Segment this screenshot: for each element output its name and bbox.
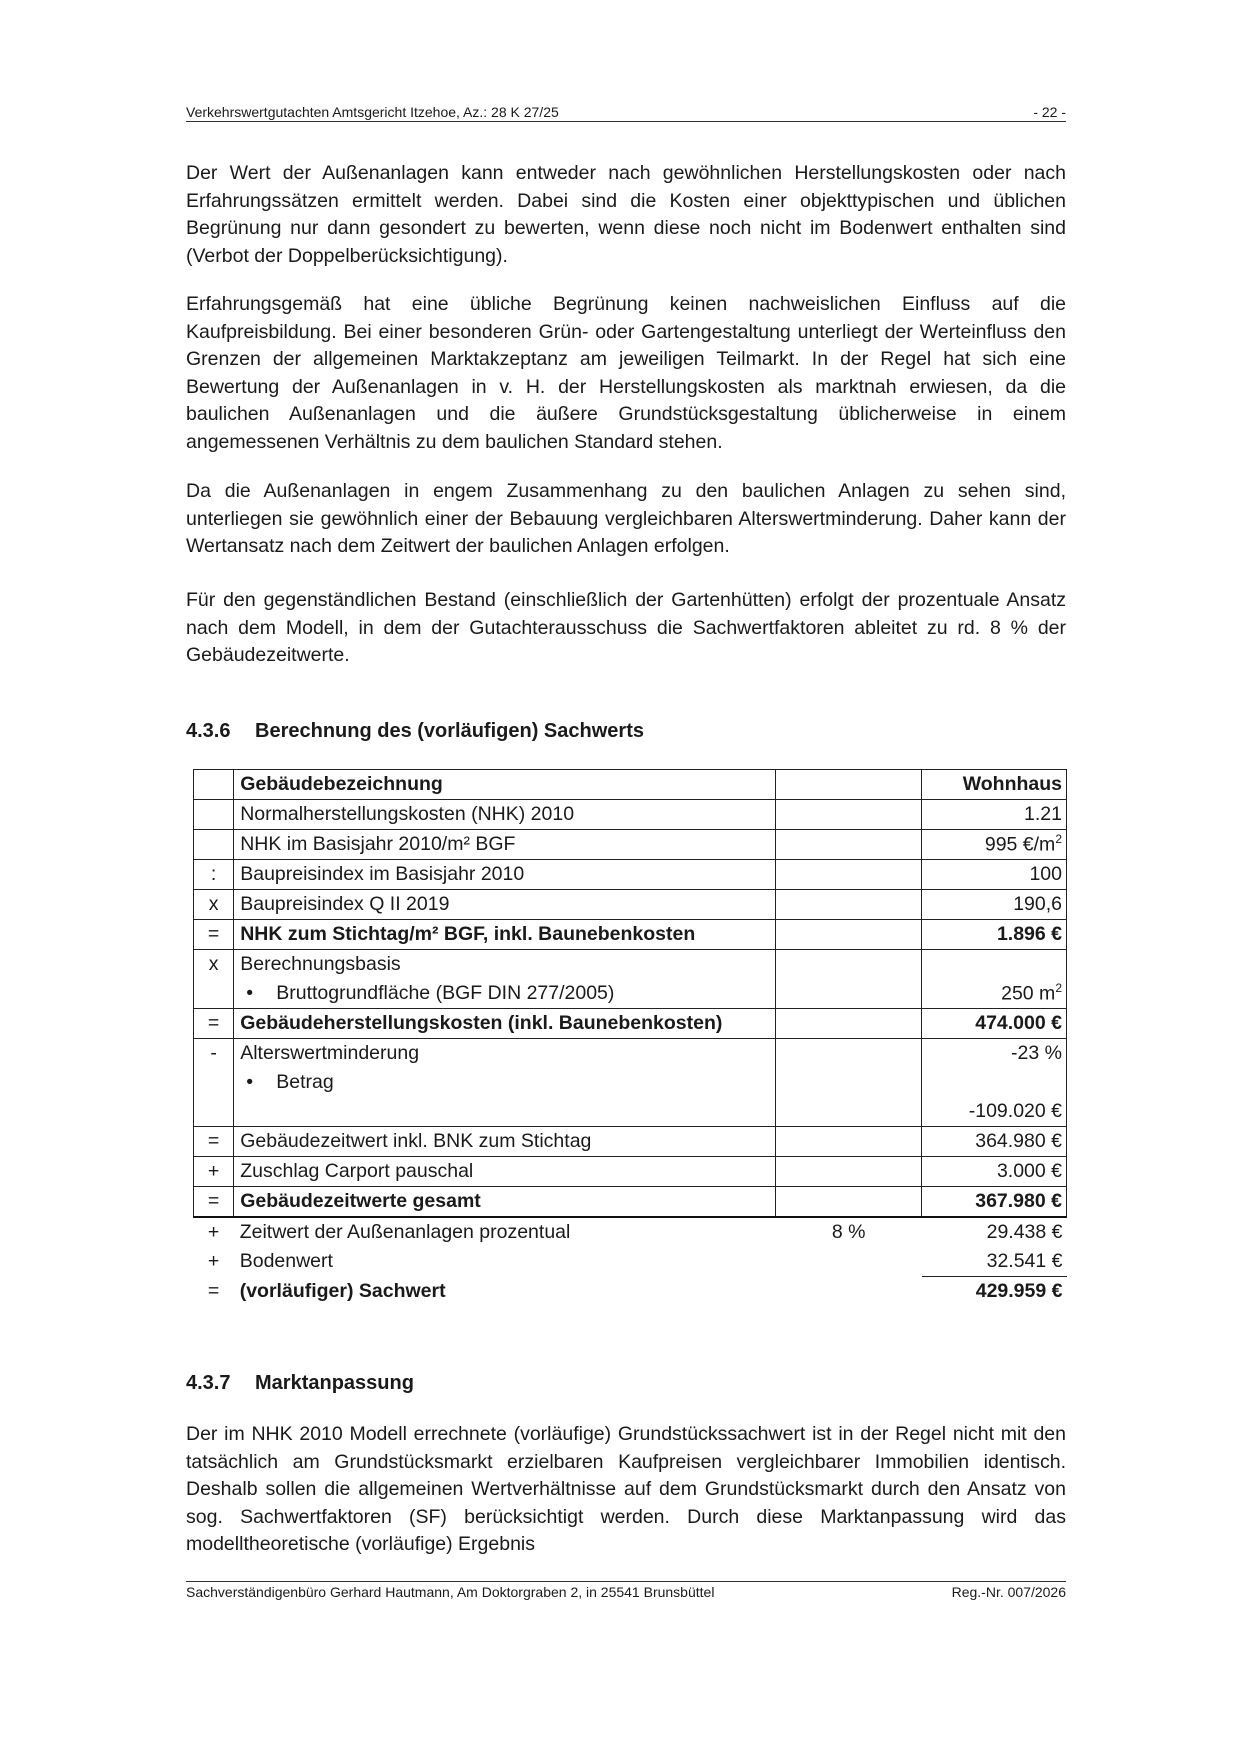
row-label: Baupreisindex im Basisjahr 2010: [234, 860, 776, 890]
row-value: 190,6: [922, 890, 1067, 920]
table-row: [194, 1187, 1067, 1218]
paragraph-marktanpassung: Der im NHK 2010 Modell errechnete (vorläufige) Grundstückssachwert ist in der Regel nicht mit den tatsächlich am Grundstücksmarkt erzielbaren Kaufpreisen vergleichbarer Immobilien identisch. Deshalb sollen die allgemeinen Wertverhältnisse auf dem Grundstücksmarkt durch den Ansatz von sog. Sachwertfaktoren (SF) berücksichtigt werden. Durch diese Marktanpassung wird das modelltheoretische (vorläufige) Ergebnis: [186, 1423, 1066, 1555]
row-label: Zeitwert der Außenanlagen prozentual: [239, 1221, 571, 1243]
row-label: Bodenwert: [239, 1250, 333, 1273]
row-operator: [194, 770, 234, 800]
row-operator: +: [207, 1221, 220, 1243]
row-value: 32.541 €: [922, 1247, 1067, 1277]
row-mid: [776, 770, 922, 800]
row-operator: +: [207, 1250, 220, 1273]
row-mid: [776, 890, 922, 920]
row-mid: [776, 979, 922, 1009]
bullet-icon: •: [246, 1071, 254, 1093]
row-value: 29.438 €: [986, 1221, 1063, 1243]
row-label-text: Betrag: [276, 1071, 334, 1093]
section-number: 4.3.7: [186, 1372, 231, 1394]
row-value: Wohnhaus: [922, 770, 1067, 800]
row-value: 429.959 €: [975, 1280, 1063, 1302]
table-row: [194, 1068, 1067, 1097]
row-label-text: Bruttogrundfläche (BGF DIN 277/2005): [276, 982, 615, 1004]
row-mid: [776, 1277, 922, 1307]
section-heading-436: [186, 720, 644, 743]
row-operator: +: [194, 1157, 234, 1187]
row-mid: [776, 1247, 922, 1277]
row-mid: 8 %: [831, 1221, 866, 1243]
table-row: [194, 950, 1067, 980]
row-value: 364.980 €: [922, 1127, 1067, 1157]
page-footer: [186, 1581, 1066, 1600]
row-mid: [776, 1009, 922, 1039]
row-label: [234, 979, 776, 1009]
row-operator: [194, 1097, 234, 1127]
row-value: [922, 830, 1067, 860]
row-value: 474.000 €: [922, 1009, 1067, 1039]
table-row: [194, 860, 1067, 890]
table-row: [194, 920, 1067, 950]
header-title: Verkehrswertgutachten Amtsgericht Itzehoe, Az.: 28 K 27/25: [186, 104, 559, 120]
table-row: [194, 1009, 1067, 1039]
paragraph-2: Erfahrungsgemäß hat eine übliche Begrünung keinen nachweislichen Einfluss auf die Kaufpreisbildung. Bei einer besonderen Grün- oder Gartengestaltung unterliegt der Werteinfluss den Grenzen der allgemeinen Marktakzeptanz am jeweiligen Teilmarkt. In der Regel hat sich eine Bewertung der Außenanlagen in v. H. der Herstellungskosten als marktnah erwiesen, da die baulichen Außenanlagen und die äußere Grundstücksgestaltung üblicherweise in einem angemessenen Verhältnis zu dem baulichen Standard stehen.: [186, 293, 1066, 453]
section-heading-437: [186, 1372, 414, 1395]
bullet-icon: •: [246, 982, 254, 1004]
table-row: [194, 1157, 1067, 1187]
row-mid: [776, 1157, 922, 1187]
row-operator: [194, 800, 234, 830]
row-operator: [194, 1068, 234, 1097]
row-label: Zuschlag Carport pauschal: [234, 1157, 776, 1187]
value-text: 250 m: [1001, 982, 1056, 1005]
paragraph-4: Für den gegenständlichen Bestand (einschließlich der Gartenhütten) erfolgt der prozentuale Ansatz nach dem Modell, in dem der Gutachterausschuss die Sachwertfaktoren ableitet zu rd. 8 % der Gebäudezeitwerte.: [186, 589, 1066, 666]
table-row: [194, 1217, 1067, 1247]
value-superscript: 2: [1055, 981, 1062, 996]
row-operator: [194, 979, 234, 1009]
section-title: Marktanpassung: [255, 1372, 414, 1394]
row-operator: =: [194, 920, 234, 950]
table-row: [194, 1127, 1067, 1157]
row-label: NHK zum Stichtag/m² BGF, inkl. Baunebenkosten: [234, 920, 776, 950]
row-label: Berechnungsbasis: [234, 950, 776, 980]
row-operator: x: [194, 890, 234, 920]
row-value: [922, 950, 1067, 980]
row-operator: [194, 830, 234, 860]
row-label: Baupreisindex Q II 2019: [234, 890, 776, 920]
sachwert-table: [193, 769, 1067, 1306]
table-row: [194, 1039, 1067, 1069]
row-label: Gebäudebezeichnung: [234, 770, 776, 800]
row-value: 367.980 €: [922, 1187, 1067, 1218]
row-mid: [776, 1127, 922, 1157]
row-label: NHK im Basisjahr 2010/m² BGF: [234, 830, 776, 860]
row-value: [922, 1068, 1067, 1097]
row-value: 1.21: [922, 800, 1067, 830]
row-mid: [776, 1097, 922, 1127]
row-operator: =: [194, 1009, 234, 1039]
row-operator: :: [194, 860, 234, 890]
section-title: Berechnung des (vorläufigen) Sachwerts: [255, 720, 644, 742]
row-mid: [776, 860, 922, 890]
row-operator: =: [194, 1127, 234, 1157]
table-row: [194, 830, 1067, 860]
row-value: 1.896 €: [922, 920, 1067, 950]
row-operator: =: [207, 1279, 220, 1302]
row-value: -109.020 €: [922, 1097, 1067, 1127]
row-value: -23 %: [922, 1039, 1067, 1069]
table-row: [194, 1247, 1067, 1277]
row-mid: [776, 920, 922, 950]
table-row: [194, 1277, 1067, 1307]
value-text: 995 €/m: [984, 833, 1056, 856]
row-label: Gebäudezeitwerte gesamt: [234, 1187, 776, 1218]
row-mid: [776, 950, 922, 980]
row-label: [234, 1097, 776, 1127]
footer-reg-number: Reg.-Nr. 007/2026: [951, 1584, 1066, 1600]
row-mid: [776, 1039, 922, 1069]
value-superscript: 2: [1055, 832, 1062, 847]
row-operator: x: [194, 950, 234, 980]
table-row: [194, 1097, 1067, 1127]
row-label: [234, 1068, 776, 1097]
page-header: [186, 103, 1066, 122]
paragraph-3: Da die Außenanlagen in engem Zusammenhang zu den baulichen Anlagen zu sehen sind, unterliegen sie gewöhnlich einer der Bebauung vergleichbaren Alterswertminderung. Daher kann der Wertansatz nach dem Zeitwert der baulichen Anlagen erfolgen.: [186, 480, 1066, 557]
row-operator: -: [194, 1039, 234, 1069]
footer-address: Sachverständigenbüro Gerhard Hautmann, Am Doktorgraben 2, in 25541 Brunsbüttel: [186, 1584, 715, 1600]
row-mid: [776, 800, 922, 830]
row-label: Normalherstellungskosten (NHK) 2010: [234, 800, 776, 830]
row-mid: [776, 830, 922, 860]
row-value: 3.000 €: [922, 1157, 1067, 1187]
row-value: [922, 979, 1067, 1009]
row-value: 100: [922, 860, 1067, 890]
table-row: [194, 979, 1067, 1009]
row-label: Gebäudeherstellungskosten (inkl. Baunebenkosten): [234, 1009, 776, 1039]
row-label: Alterswertminderung: [234, 1039, 776, 1069]
paragraph-1: Der Wert der Außenanlagen kann entweder nach gewöhnlichen Herstellungskosten oder nach Erfahrungssätzen ermittelt werden. Dabei sind die Kosten einer objekttypischen und üblichen Begrünung nur dann gesondert zu bewerten, wenn diese noch nicht im Bodenwert enthalten sind (Verbot der Doppelberücksichtigung).: [186, 162, 1066, 267]
page-number: - 22 -: [1033, 104, 1066, 120]
row-label: Gebäudezeitwert inkl. BNK zum Stichtag: [234, 1127, 776, 1157]
row-mid: [776, 1187, 922, 1218]
table-row: [194, 770, 1067, 800]
row-operator: =: [194, 1187, 234, 1218]
row-mid: [776, 1068, 922, 1097]
row-label: (vorläufiger) Sachwert: [239, 1279, 446, 1302]
table-row: [194, 890, 1067, 920]
table-row: [194, 800, 1067, 830]
section-number: 4.3.6: [186, 720, 231, 742]
